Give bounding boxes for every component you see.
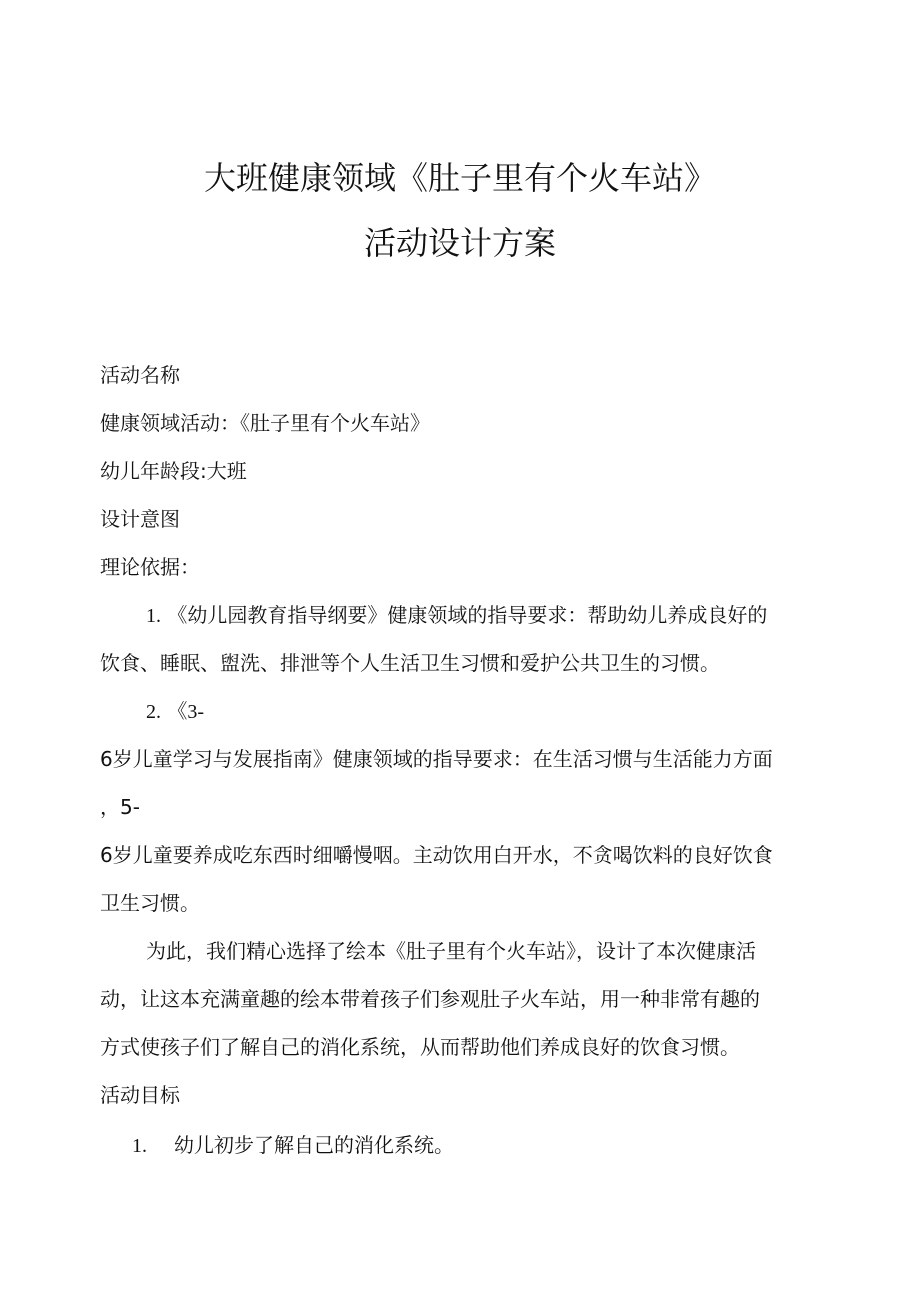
theory-item-1-line-1 [146,601,767,630]
document-title-line-1: 大班健康领域《肚子里有个火车站》 [203,159,716,197]
goal-item-1 [132,1131,454,1160]
theory-item-1-text: 《幼儿园教育指导纲要》健康领域的指导要求：帮助幼儿养成良好的 [167,603,768,627]
theory-item-2-line-2: 6岁儿童学习与发展指南》健康领域的指导要求：在生活习惯与生活能力方面 [100,747,773,771]
theory-item-2-line-4: 6岁儿童要养成吃东西时细嚼慢咽。主动饮用白开水，不贪喝饮料的良好饮食 [100,843,773,867]
paragraph-line-2: 动，让这本充满童趣的绘本带着孩子们参观肚子火车站，用一种非常有趣的 [100,987,760,1011]
theory-item-2-number: 2. [146,701,161,723]
section-heading-goals: 活动目标 [100,1083,180,1107]
paragraph-line-1: 为此，我们精心选择了绘本《肚子里有个火车站》，设计了本次健康活 [146,939,756,963]
theory-basis-label: 理论依据： [100,555,200,579]
paragraph-line-3: 方式使孩子们了解自己的消化系统，从而帮助他们养成良好的饮食习惯。 [100,1035,740,1059]
activity-name-text: 健康领域活动：《肚子里有个火车站》 [100,411,430,435]
theory-item-1-line-2: 饮食、睡眠、盥洗、排泄等个人生活卫生习惯和爱护公共卫生的习惯。 [100,651,720,675]
theory-item-2-line-5: 卫生习惯。 [100,891,200,915]
section-heading-activity-name: 活动名称 [100,363,180,387]
theory-item-2-line-1 [146,697,204,726]
theory-item-1-number: 1. [146,605,161,627]
age-group-text: 幼儿年龄段:大班 [100,459,247,483]
section-heading-design-intent: 设计意图 [100,507,180,531]
goal-item-1-text: 幼儿初步了解自己的消化系统。 [174,1133,454,1157]
document-title-line-2: 活动设计方案 [363,224,556,262]
theory-item-2-line-3: ，5- [100,795,140,819]
goal-item-1-number: 1. [132,1135,147,1157]
theory-item-2-text-start: 《3- [167,701,205,723]
